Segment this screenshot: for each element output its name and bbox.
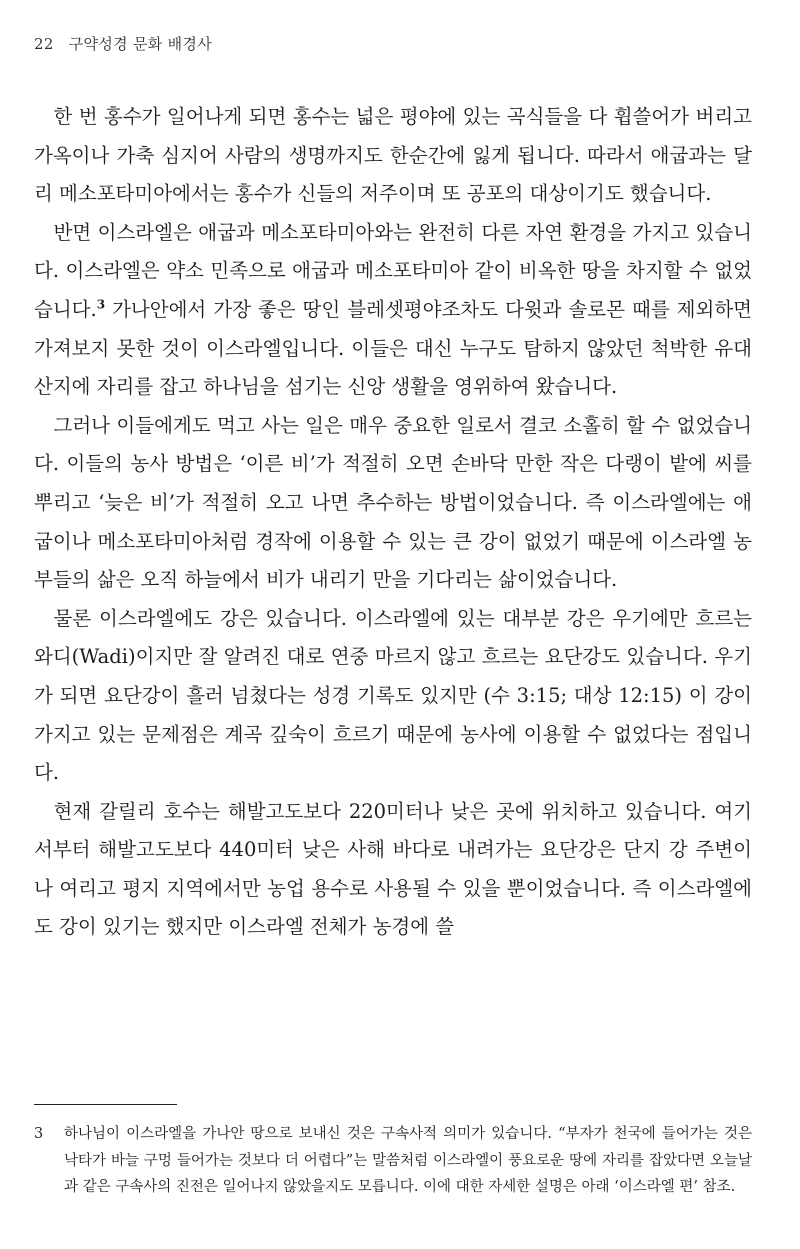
paragraph-1: 한 번 홍수가 일어나게 되면 홍수는 넓은 평야에 있는 곡식들을 다 휩쓸어가 버리고 가옥이나 가축 심지어 사람의 생명까지도 한순간에 잃게 됩니다. 따라서 애굽과는 달리 메소포타미아에서는 홍수가 신들의 저주이며 또 공포의 대상이기도 했습니다. [34, 105, 752, 206]
paragraph-2-before: 반면 이스라엘은 애굽과 메소포타미아와는 완전히 다른 자연 환경을 가지고 있습니다. 이스라엘은 약소 민족으로 애굽과 메소포타미아 같이 비옥한 땅을 차지할 수 없었습니다. [34, 220, 752, 321]
footnote-reference: 3 [96, 297, 106, 312]
footnote-text: 하나님이 이스라엘을 가나안 땅으로 보내신 것은 구속사적 의미가 있습니다. “부자가 천국에 들어가는 것은 낙타가 바늘 구멍 들어가는 것보다 더 어렵다”는 말씀처럼 이스라엘이 풍요로운 땅에 자리를 잡았다면 오늘날과 같은 구속사의 진전은 일어나지 않았을지도 모릅니다. 이에 대한 자세한 설명은 아래 ‘이스라엘 편’ 참조. [64, 1126, 752, 1195]
paragraph-2-after: 가나안에서 가장 좋은 땅인 블레셋평야조차도 다윗과 솔로몬 때를 제외하면 가져보지 못한 것이 이스라엘입니다. 이들은 대신 누구도 탐하지 않았던 척박한 유대산지에 자리를 잡고 하나님을 섬기는 신앙 생활을 영위하여 왔습니다. [34, 297, 752, 399]
footnote [34, 1121, 752, 1201]
running-header [34, 33, 212, 54]
footnote-divider [34, 1104, 177, 1105]
body-text [34, 98, 752, 947]
paragraph-2 [34, 214, 752, 407]
paragraph-5: 현재 갈릴리 호수는 해발고도보다 220미터나 낮은 곳에 위치하고 있습니다. 여기서부터 해발고도보다 440미터 낮은 사해 바다로 내려가는 요단강은 단지 강 주변이나 여리고 평지 지역에서만 농업 용수로 사용될 수 있을 뿐이었습니다. 즉 이스라엘에도 강이 있기는 했지만 이스라엘 전체가 농경에 쓸 [34, 799, 752, 939]
footnote-number: 3 [34, 1126, 44, 1142]
paragraph-3: 그러나 이들에게도 먹고 사는 일은 매우 중요한 일로서 결코 소홀히 할 수 없었습니다. 이들의 농사 방법은 ‘이른 비’가 적절히 오면 손바닥 만한 작은 다랭이 밭에 씨를 뿌리고 ‘늦은 비’가 적절히 오고 나면 추수하는 방법이었습니다. 즉 이스라엘에는 애굽이나 메소포타미아처럼 경작에 이용할 수 있는 큰 강이 없었기 때문에 이스라엘 농부들의 삶은 오직 하늘에서 비가 내리기 만을 기다리는 삶이었습니다. [34, 413, 752, 592]
paragraph-4: 물론 이스라엘에도 강은 있습니다. 이스라엘에 있는 대부분 강은 우기에만 흐르는 와디(Wadi)이지만 잘 알려진 대로 연중 마르지 않고 흐르는 요단강도 있습니다. 우기가 되면 요단강이 흘러 넘쳤다는 성경 기록도 있지만 (수 3:15; 대상 12:15) 이 강이 가지고 있는 문제점은 계곡 깊숙이 흐르기 때문에 농사에 이용할 수 없었다는 점입니다. [34, 606, 752, 785]
page-number: 22 [34, 35, 54, 53]
book-title: 구약성경 문화 배경사 [68, 35, 213, 53]
